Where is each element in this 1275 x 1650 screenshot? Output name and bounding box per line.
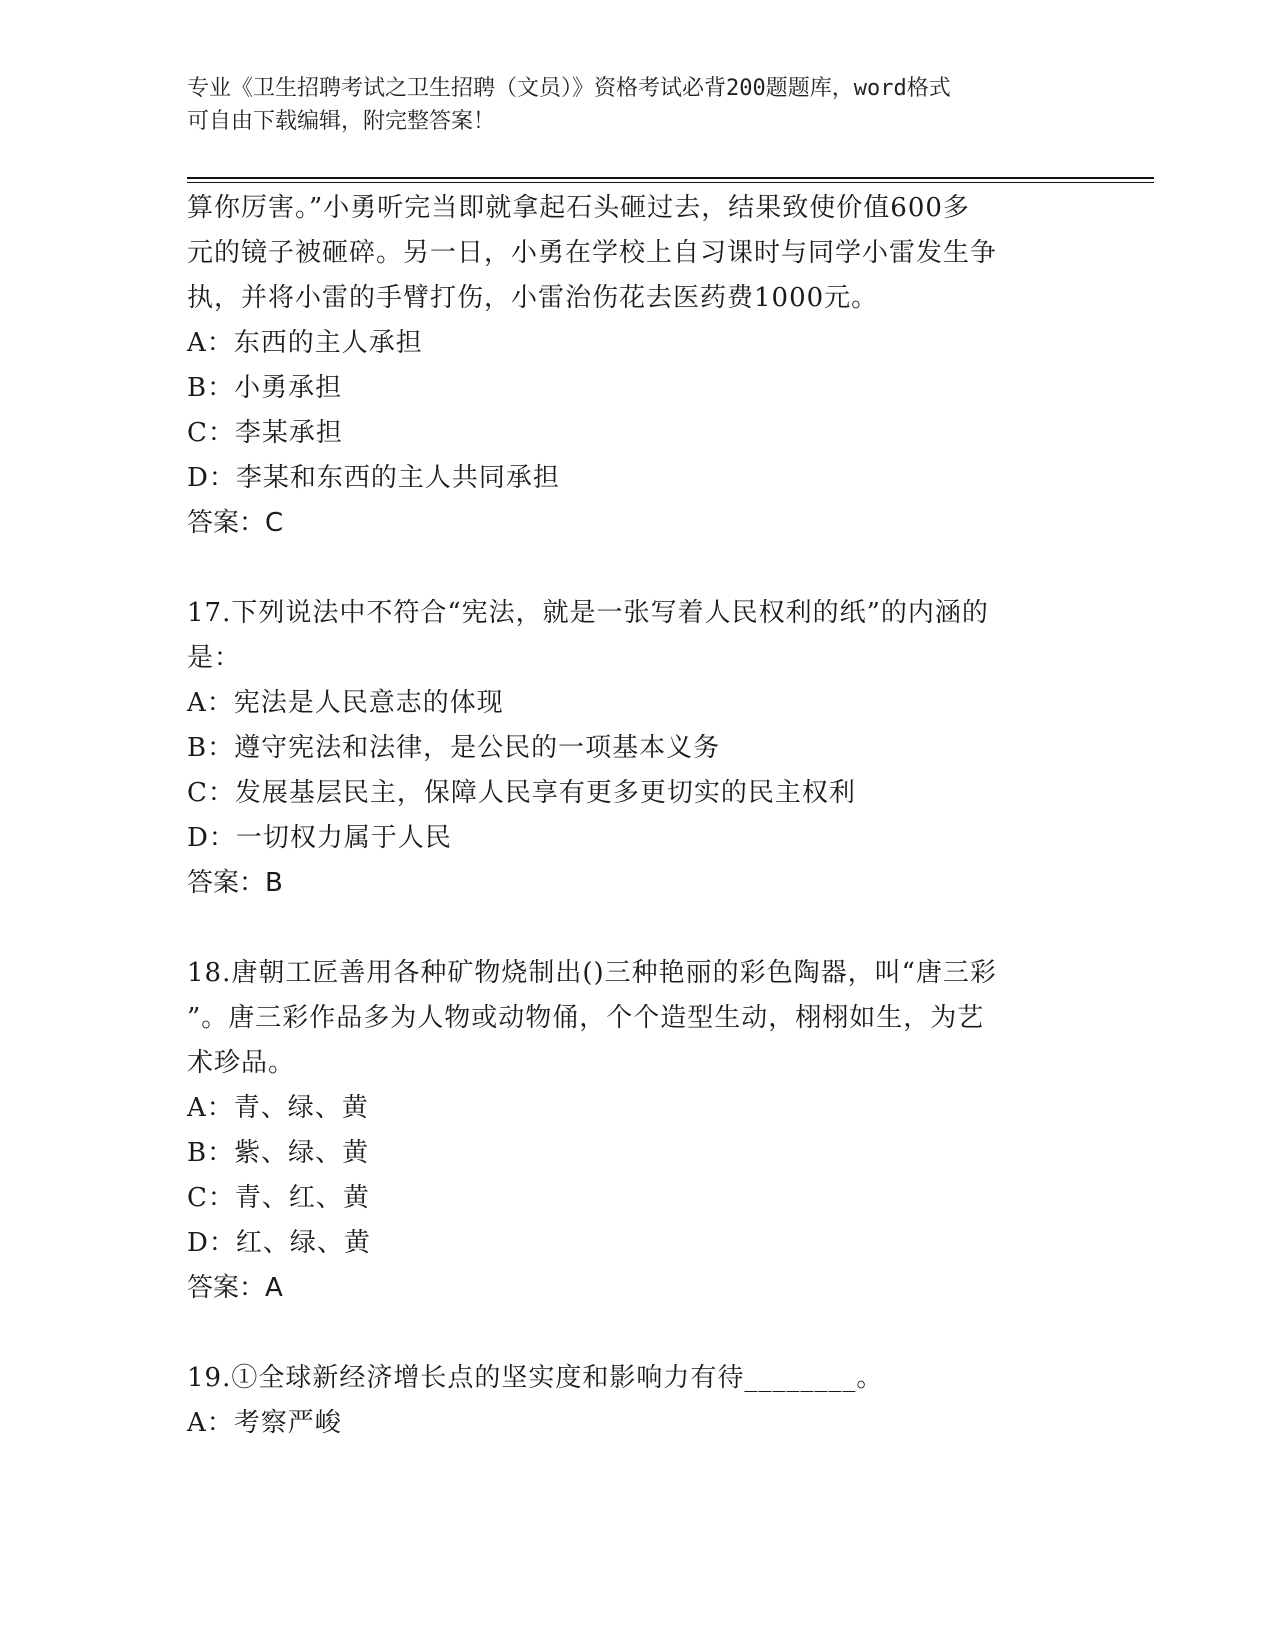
answer-line: 答案：C — [187, 508, 284, 538]
question-stem-line: 是： — [187, 643, 242, 673]
option-c: C：青、红、黄 — [187, 1183, 370, 1213]
option-a: A：考察严峻 — [187, 1408, 342, 1438]
option-d: D：李某和东西的主人共同承担 — [187, 463, 560, 493]
spacer — [187, 1311, 1087, 1356]
continued-question — [187, 186, 1087, 546]
question-text-line: 算你厉害。”小勇听完当即就拿起石头砸过去，结果致使价值600多 — [187, 193, 970, 223]
document-body — [187, 186, 1087, 1446]
option-b: B：遵守宪法和法律，是公民的一项基本义务 — [187, 733, 721, 763]
option-a: A：青、绿、黄 — [187, 1093, 369, 1123]
option-a: A：宪法是人民意志的体现 — [187, 688, 504, 718]
question-text-line: 执，并将小雷的手臂打伤，小雷治伤花去医药费1000元。 — [187, 283, 879, 313]
question-stem-line: 17.下列说法中不符合“宪法，就是一张写着人民权利的纸”的内涵的 — [187, 598, 989, 628]
header-line-1: 专业《卫生招聘考试之卫生招聘（文员）》资格考试必背200题题库，word格式 — [187, 76, 951, 101]
header-rule-thick — [187, 177, 1154, 179]
answer-line: 答案：B — [187, 868, 283, 898]
option-a: A：东西的主人承担 — [187, 328, 423, 358]
question-text-line: 元的镜子被砸碎。另一日，小勇在学校上自习课时与同学小雷发生争 — [187, 238, 998, 268]
option-c: C：发展基层民主，保障人民享有更多更切实的民主权利 — [187, 778, 856, 808]
option-d: D：红、绿、黄 — [187, 1228, 371, 1258]
question-18 — [187, 951, 1087, 1311]
spacer — [187, 546, 1087, 591]
question-17 — [187, 591, 1087, 906]
header-rule-thin — [187, 182, 1154, 183]
question-19 — [187, 1356, 1087, 1446]
spacer — [187, 906, 1087, 951]
option-d: D：一切权力属于人民 — [187, 823, 452, 853]
answer-line: 答案：A — [187, 1273, 283, 1303]
option-c: C：李某承担 — [187, 418, 343, 448]
document-header — [187, 72, 1067, 138]
question-stem-line: ”。唐三彩作品多为人物或动物俑，个个造型生动，栩栩如生，为艺 — [187, 1003, 985, 1033]
option-b: B：小勇承担 — [187, 373, 343, 403]
header-line-2: 可自由下载编辑，附完整答案！ — [187, 109, 496, 134]
question-stem-line: 术珍品。 — [187, 1048, 296, 1078]
question-stem-line: 18.唐朝工匠善用各种矿物烧制出()三种艳丽的彩色陶器，叫“唐三彩 — [187, 958, 997, 988]
option-b: B：紫、绿、黄 — [187, 1138, 370, 1168]
question-stem-line: 19.①全球新经济增长点的坚实度和影响力有待________。 — [187, 1363, 884, 1393]
